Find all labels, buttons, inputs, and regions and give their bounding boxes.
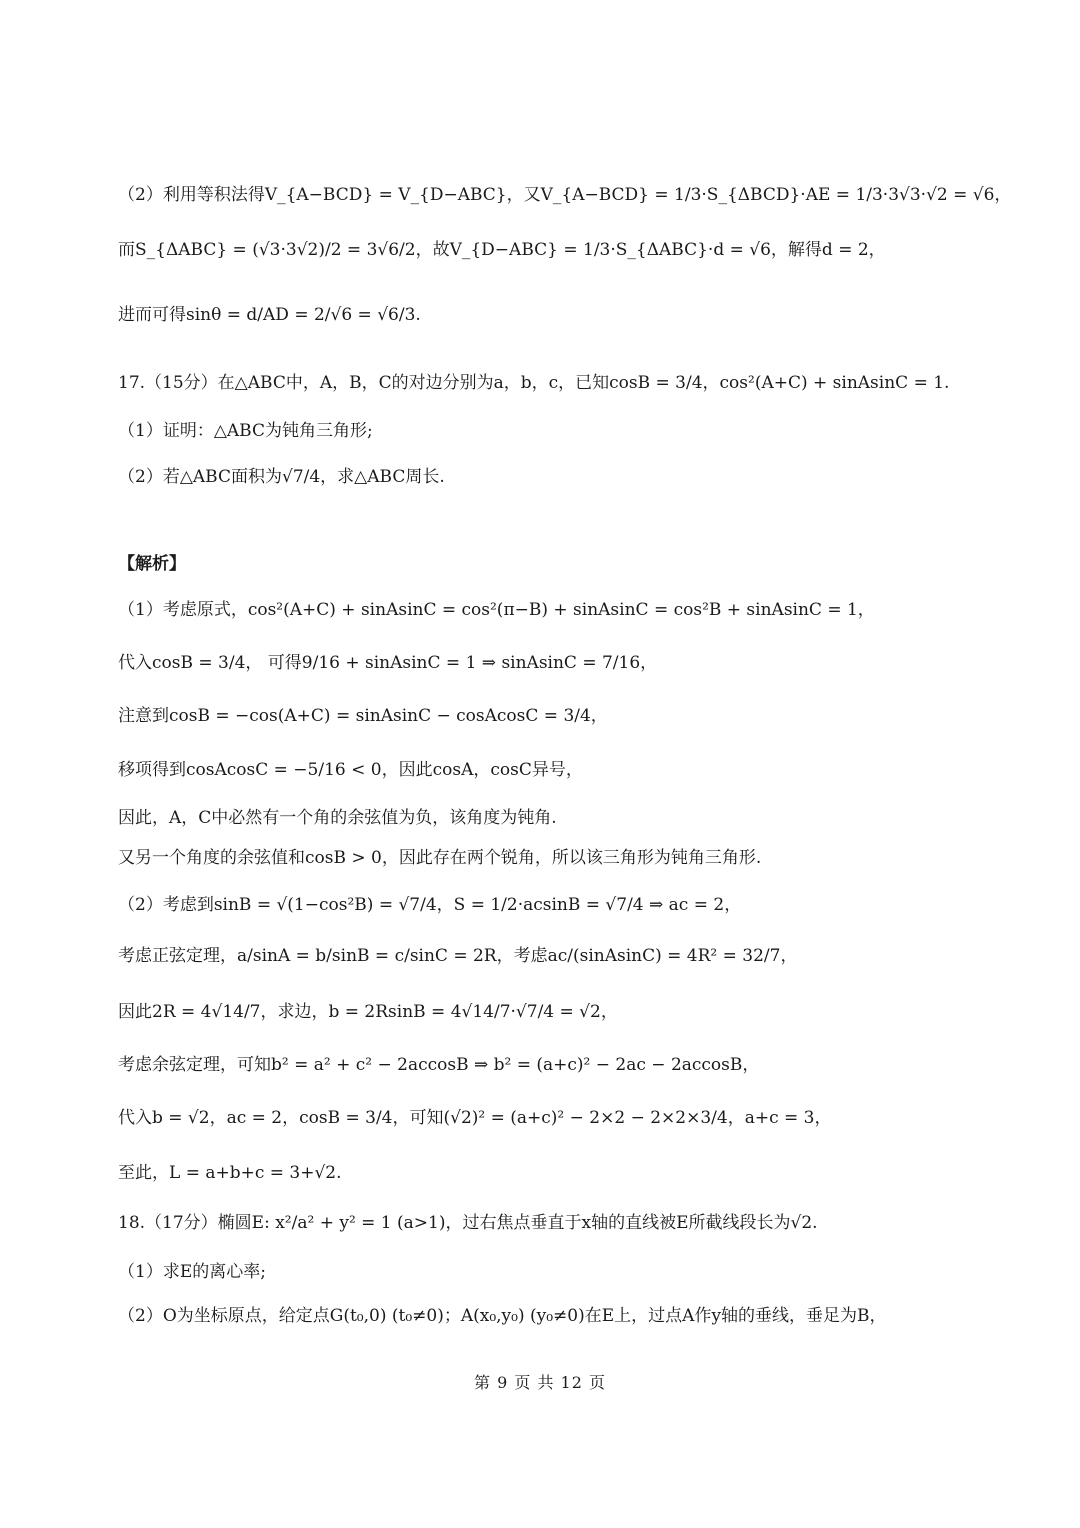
text-line: 进而可得sinθ = d/AD = 2/√6 = √6/3. xyxy=(118,305,421,325)
text-line: 移项得到cosAcosC = −5/16 < 0，因此cosA，cosC异号， xyxy=(118,760,583,780)
text-line: 注意到cosB = −cos(A+C) = sinAsinC − cosAcosC = 3/4， xyxy=(118,706,608,726)
page-footer: 第 9 页 共 12 页 xyxy=(474,1373,606,1392)
text-line: 因此，A，C中必然有一个角的余弦值为负，该角度为钝角. xyxy=(118,808,557,828)
text-line: 至此，L = a+b+c = 3+√2. xyxy=(118,1163,342,1183)
problem-17-title: 17.（15分）在△ABC中，A，B，C的对边分别为a，b，c，已知cosB = 3/4，cos²(A+C) + sinAsinC = 1. xyxy=(118,373,950,393)
text-line: （2）O为坐标原点，给定点G(t₀,0) (t₀≠0)；A(x₀,y₀) (y₀≠0)在E上，过点A作y轴的垂线，垂足为B， xyxy=(118,1306,887,1326)
problem-18-title: 18.（17分）椭圆E: x²/a² + y² = 1 (a>1)，过右焦点垂直于x轴的直线被E所截线段长为√2. xyxy=(118,1213,818,1233)
text-line: 代入b = √2，ac = 2，cosB = 3/4，可知(√2)² = (a+c)² − 2×2 − 2×2×3/4，a+c = 3， xyxy=(118,1108,832,1128)
solution-heading: 【解析】 xyxy=(118,554,186,574)
text-line: （2）利用等积法得V_{A−BCD} = V_{D−ABC}，又V_{A−BCD} = 1/3·S_{ΔBCD}·AE = 1/3·3√3·√2 = √6， xyxy=(118,185,1012,205)
text-line: 因此2R = 4√14/7，求边，b = 2RsinB = 4√14/7·√7/4 = √2， xyxy=(118,1002,618,1022)
text-line: 代入cosB = 3/4， 可得9/16 + sinAsinC = 1 ⇒ sinAsinC = 7/16， xyxy=(118,653,658,673)
text-line: （2）考虑到sinB = √(1−cos²B) = √7/4，S = 1/2·acsinB = √7/4 ⇒ ac = 2， xyxy=(118,895,742,915)
text-line: 考虑余弦定理，可知b² = a² + c² − 2accosB ⇒ b² = (a+c)² − 2ac − 2accosB， xyxy=(118,1055,760,1075)
text-line: （1）证明：△ABC为钝角三角形; xyxy=(118,421,373,441)
text-line: 而S_{ΔABC} = (√3·3√2)/2 = 3√6/2，故V_{D−ABC} = 1/3·S_{ΔABC}·d = √6，解得d = 2， xyxy=(118,240,886,260)
text-line: 又另一个角度的余弦值和cosB > 0，因此存在两个锐角，所以该三角形为钝角三角形. xyxy=(118,848,762,868)
text-line: （1）求E的离心率; xyxy=(118,1262,266,1282)
text-line: （2）若△ABC面积为√7/4，求△ABC周长. xyxy=(118,467,445,487)
text-line: （1）考虑原式，cos²(A+C) + sinAsinC = cos²(π−B) + sinAsinC = cos²B + sinAsinC = 1， xyxy=(118,600,875,620)
text-line: 考虑正弦定理，a/sinA = b/sinB = c/sinC = 2R，考虑ac/(sinAsinC) = 4R² = 32/7， xyxy=(118,946,798,966)
